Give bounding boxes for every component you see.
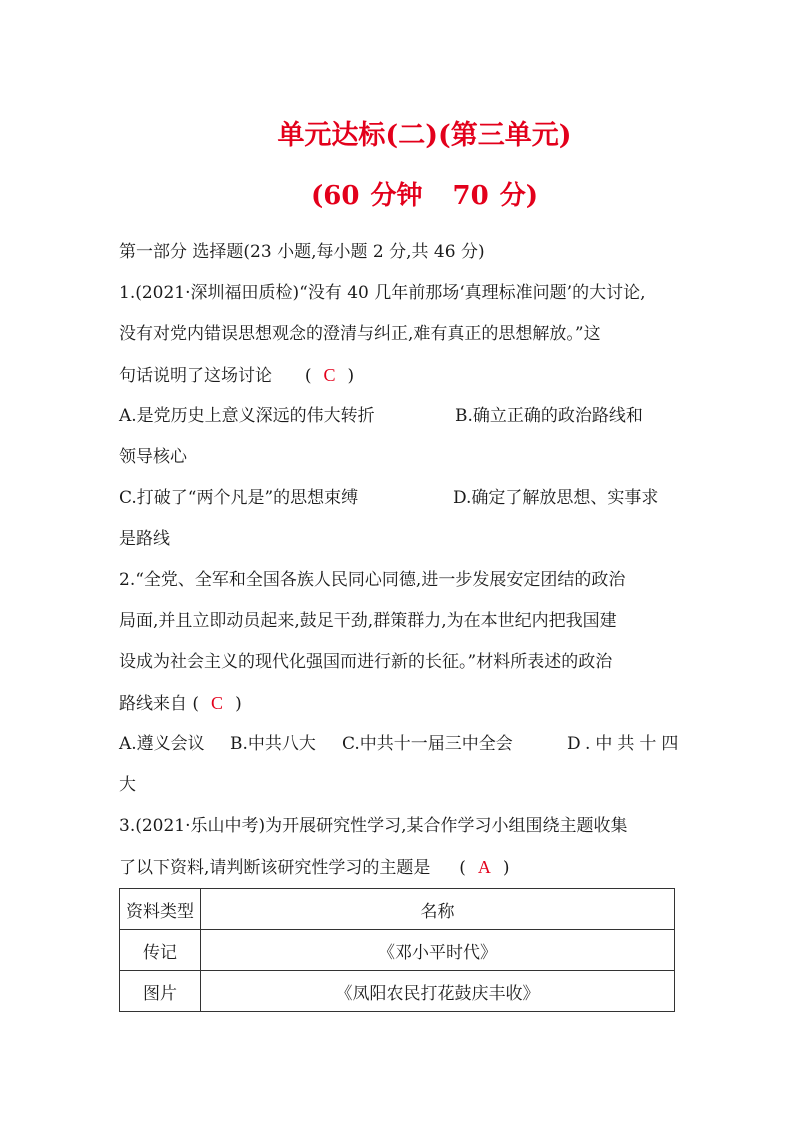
q1-option-a: A.是党历史上意义深远的伟大转折 (119, 406, 375, 426)
table-header-type: 资料类型 (120, 889, 201, 930)
q1-stem-line-1: 1.(2021·深圳福田质检)“没有 40 几年前那场‘真理标准问题’的大讨论, (119, 283, 646, 303)
page-subtitle (0, 175, 794, 212)
q1-option-d-cont: 是路线 (119, 529, 170, 549)
table-row (120, 930, 675, 971)
question-content (119, 232, 684, 888)
q3-stem-line-2 (119, 847, 679, 888)
time-limit: (60 分钟 (310, 181, 423, 211)
q1-stem-line-2: 没有对党内错误思想观念的澄清与纠正,难有真正的思想解放。”这 (119, 324, 601, 344)
total-score: 70 分) (452, 181, 539, 211)
q2-answer: C (211, 693, 224, 713)
material-table (119, 888, 675, 1012)
table-cell-name: 《邓小平时代》 (201, 930, 675, 971)
q2-option-d: D.中共十四 (567, 734, 684, 754)
table-row (120, 971, 675, 1012)
table-cell-type: 传记 (120, 930, 201, 971)
q1-paren-open: ( (304, 366, 312, 386)
q1-option-d: D.确定了解放思想、实事求 (453, 488, 659, 508)
q3-paren-close: ) (502, 858, 510, 878)
q3-paren-open: ( (459, 858, 466, 878)
q2-option-b: B.中共八大 (230, 734, 316, 754)
q2-option-d-cont: 大 (119, 775, 136, 795)
q1-stem-text: 句话说明了这场讨论 (119, 366, 272, 386)
q2-option-c: C.中共十一届三中全会 (342, 734, 513, 754)
q2-paren-open: ( (192, 694, 200, 714)
q1-options-ab (119, 396, 679, 437)
page-title: 单元达标(二)(第三单元) (277, 120, 572, 151)
table-cell-type: 图片 (120, 971, 201, 1012)
table-header-row (120, 889, 675, 930)
q2-stem-line-4 (119, 683, 679, 724)
table-header-name: 名称 (201, 889, 675, 930)
q1-paren-close: ) (347, 366, 355, 386)
q3-answer: A (477, 857, 491, 877)
q1-option-b-cont: 领导核心 (119, 447, 187, 467)
q1-answer: C (323, 365, 336, 385)
q1-option-b: B.确立正确的政治路线和 (455, 406, 643, 426)
section-heading: 第一部分 选择题(23 小题,每小题 2 分,共 46 分) (119, 242, 485, 262)
q3-stem-text: 了以下资料,请判断该研究性学习的主题是 (119, 858, 431, 878)
q2-stem-line-1: 2.“全党、全军和全国各族人民同心同德,进一步发展安定团结的政治 (119, 570, 626, 590)
q3-stem-line-1: 3.(2021·乐山中考)为开展研究性学习,某合作学习小组围绕主题收集 (119, 816, 628, 836)
q2-options (119, 724, 684, 765)
q2-stem-text: 路线来自 (119, 694, 187, 714)
q1-option-c: C.打破了“两个凡是”的思想束缚 (119, 488, 359, 508)
q1-options-cd (119, 478, 679, 519)
q2-option-a: A.遵义会议 (119, 734, 205, 754)
q2-paren-close: ) (235, 694, 242, 714)
table-cell-name: 《凤阳农民打花鼓庆丰收》 (201, 971, 675, 1012)
q2-stem-line-2: 局面,并且立即动员起来,鼓足干劲,群策群力,为在本世纪内把我国建 (119, 611, 617, 631)
q1-stem-line-3 (119, 355, 679, 396)
q2-stem-line-3: 设成为社会主义的现代化强国而进行新的长征。”材料所表述的政治 (119, 652, 613, 672)
